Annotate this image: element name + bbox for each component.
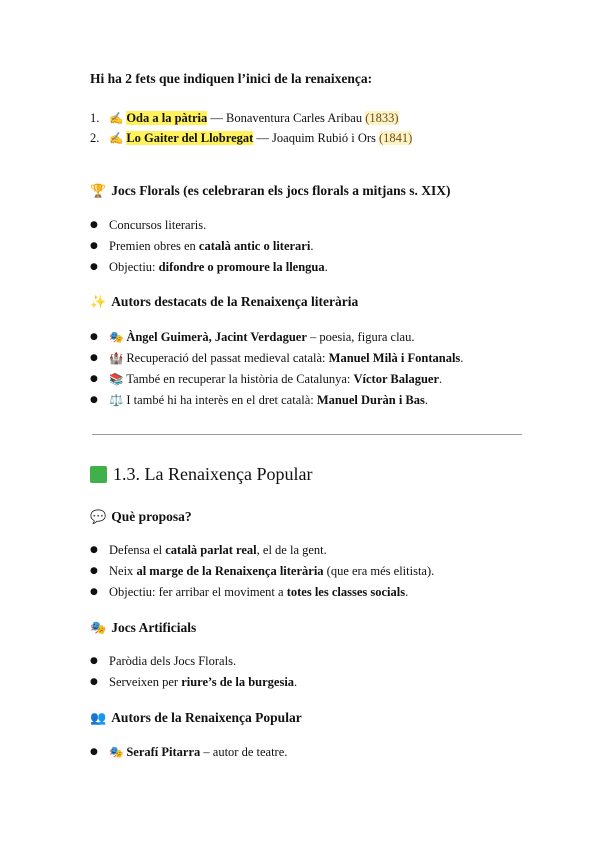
castle-icon: 🏰 [109,351,124,365]
list-item [90,742,530,763]
scales-icon: ⚖️ [109,393,124,407]
item-text: , el de la gent. [256,543,327,557]
speech-bubble-icon: 💬 [90,509,107,525]
theater-masks-icon: 🎭 [109,745,124,759]
people-icon: 👥 [90,710,107,726]
proposa-list [90,540,530,603]
item-text: . [424,393,429,407]
intro-heading: Hi ha 2 fets que indiquen l’inici de la renaixença: [90,71,373,86]
list-item [90,390,530,411]
item-text: – poesia, figura clau. [306,330,415,344]
dash: — [207,111,226,125]
item-text: Objectiu: fer arribar el moviment a [109,585,287,599]
item-text: Neix [109,564,137,578]
list-item [90,327,530,348]
item-bold: difondre o promoure la llengua [158,260,325,274]
autors-popular-list [90,742,530,763]
item-text: . [460,351,464,365]
list-item [90,257,530,278]
section-title-text: 1.3. La Renaixença Popular [113,464,313,484]
theater-masks-icon: 🎭 [109,330,124,344]
item-bold: Manuel Duràn i Bas [316,393,425,407]
list-item [90,128,530,148]
item-text: Objectiu: [109,260,159,274]
item-text: Premien obres en [109,239,199,253]
list-number: 1. [90,111,100,125]
item-bold: Àngel Guimerà, Jacint Verdaguer [126,330,307,344]
year: (1833) [365,111,399,125]
item-text: . [439,372,443,386]
writing-hand-icon: ✍️ [109,131,124,145]
horizontal-divider [92,434,522,435]
list-number: 2. [90,131,100,145]
section-title [90,464,530,485]
autors-literaria-list [90,327,530,411]
item-bold: català parlat real [165,543,257,557]
item-text: . [405,585,409,599]
item-bold: totes les classes socials [286,585,406,599]
list-item [90,215,530,236]
intro-list [90,108,530,148]
item-text: També en recuperar la història de Catalunya: [126,372,354,386]
item-text: Recuperació del passat medieval català: [126,351,329,365]
sparkles-icon: ✨ [90,294,107,310]
item-text: Paròdia dels Jocs Florals. [109,654,237,668]
author-name: Bonaventura Carles Aribau [226,111,363,125]
autors-literaria-heading [90,294,530,310]
heading-text: Jocs Florals (es celebraran els jocs florals a mitjans s. XIX) [111,183,451,198]
item-bold: al marge de la Renaixença literària [136,564,324,578]
list-item [90,582,530,603]
autors-popular-heading [90,710,530,726]
item-text: (que era més elitista). [323,564,435,578]
list-item [90,561,530,582]
item-text: . [310,239,314,253]
item-bold: Víctor Balaguer [353,372,440,386]
item-text: . [324,260,328,274]
list-item [90,672,530,693]
item-text: . [294,675,298,689]
heading-text: Autors de la Renaixença Popular [111,710,302,725]
writing-hand-icon: ✍️ [109,111,124,125]
list-item [90,651,530,672]
green-square-icon [90,466,107,483]
author-name: Joaquim Rubió i Ors [272,131,376,145]
books-icon: 📚 [109,372,124,386]
item-bold: Manuel Milà i Fontanals [328,351,461,365]
theater-masks-icon: 🎭 [90,620,107,636]
item-text: Serveixen per [109,675,182,689]
item-text: Defensa el [109,543,166,557]
jocs-artificials-heading [90,620,530,636]
list-item [90,348,530,369]
jocs-florals-heading [90,183,530,199]
year: (1841) [379,131,413,145]
heading-text: Què proposa? [111,509,192,524]
work-title: Oda a la pàtria [126,111,208,125]
item-text: – autor de teatre. [200,745,288,759]
proposa-heading [90,509,530,525]
list-item [90,236,530,257]
heading-text: Jocs Artificials [111,620,197,635]
list-item [90,540,530,561]
work-title: Lo Gaiter del Llobregat [126,131,254,145]
heading-text: Autors destacats de la Renaixença literària [111,294,359,309]
item-text: I també hi ha interès en el dret català: [126,393,317,407]
item-bold: català antic o literari [198,239,311,253]
dash: — [253,131,273,145]
jocs-artificials-list [90,651,530,693]
list-item [90,108,530,128]
jocs-florals-list [90,215,530,278]
trophy-icon: 🏆 [90,183,107,199]
item-text: Concursos literaris. [109,218,207,232]
item-bold: riure’s de la burgesia [181,675,295,689]
list-item [90,369,530,390]
item-bold: Serafí Pitarra [126,745,201,759]
